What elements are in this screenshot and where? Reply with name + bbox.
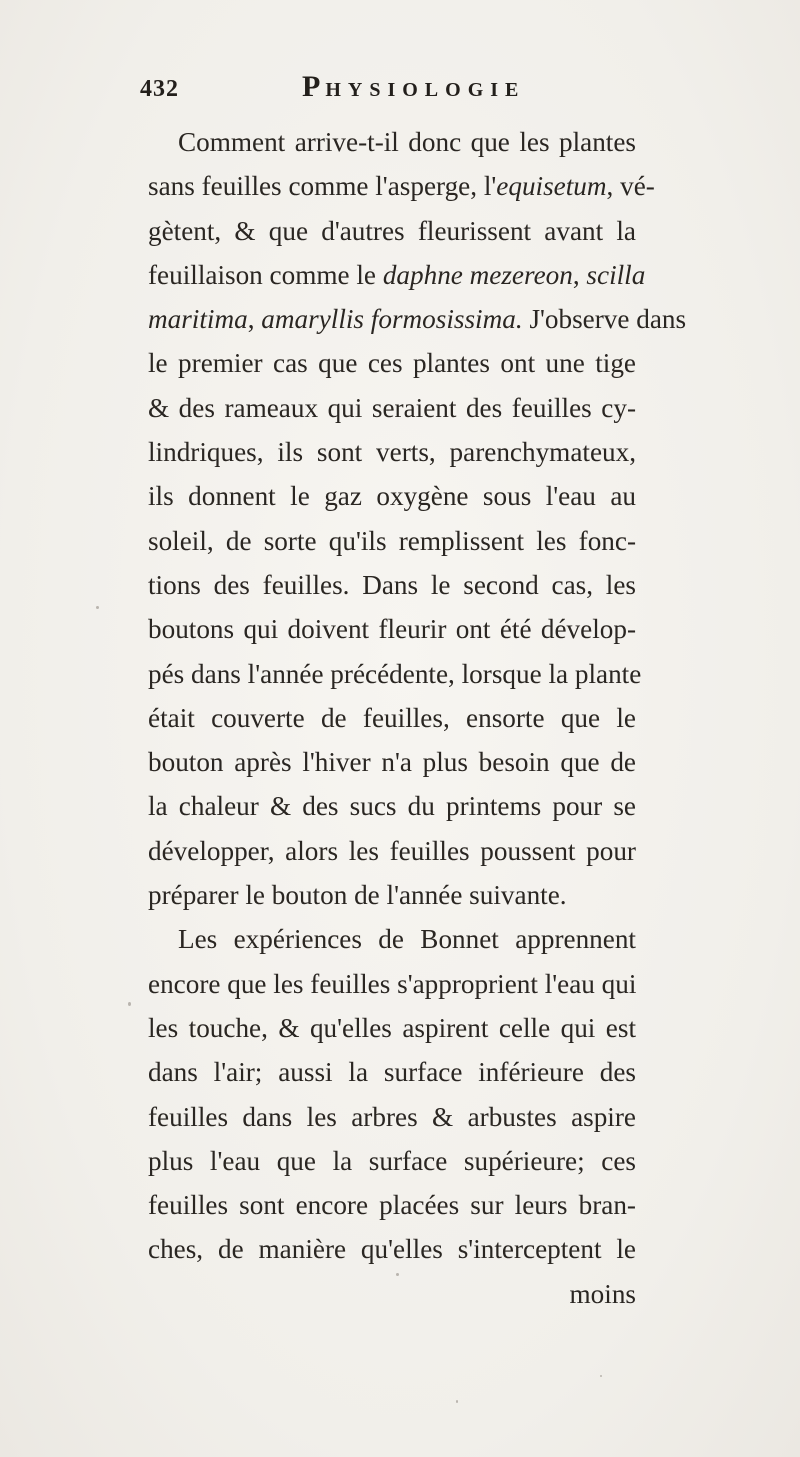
running-head-rest: HYSIOLOGIE bbox=[325, 79, 526, 101]
text-line: soleil, de sorte qu'ils remplissent les fonc- bbox=[148, 525, 636, 556]
text-line: bouton après l'hiver n'a plus besoin que de bbox=[148, 747, 636, 778]
text-line: la chaleur & des sucs du printems pour se bbox=[148, 791, 636, 822]
text-line: feuilles dans les arbres & arbustes aspire bbox=[148, 1101, 636, 1132]
text-line bbox=[148, 297, 687, 341]
text-line: pés dans l'année précédente, lorsque la plante bbox=[148, 658, 642, 689]
text-span: , bbox=[572, 259, 587, 290]
text-span: feuillaison comme le bbox=[148, 259, 383, 290]
text-line: gètent, & que d'autres fleurissent avant la bbox=[148, 215, 636, 246]
text-line bbox=[148, 164, 655, 208]
paper-speck bbox=[128, 1002, 131, 1006]
text-line: était couverte de feuilles, ensorte que le bbox=[148, 702, 636, 733]
text-line: lindriques, ils sont verts, parenchymateux, bbox=[148, 437, 636, 468]
text-line: & des rameaux qui seraient des feuilles cy- bbox=[148, 392, 636, 423]
paper-speck bbox=[600, 1375, 602, 1377]
text-line: Comment arrive-t-il donc que les plantes bbox=[178, 127, 636, 157]
text-span: , bbox=[247, 304, 262, 335]
text-line: Les expériences de Bonnet apprennent bbox=[178, 924, 636, 955]
body-text bbox=[148, 120, 687, 1316]
page-header bbox=[140, 70, 620, 104]
italic-term: maritima bbox=[148, 304, 248, 335]
running-head-initial: P bbox=[302, 70, 326, 103]
text-line: ches, de manière qu'elles s'interceptent le bbox=[148, 1234, 636, 1265]
text-line: ils donnent le gaz oxygène sous l'eau au bbox=[148, 481, 636, 512]
text-line: tions des feuilles. Dans le second cas, les bbox=[148, 569, 636, 600]
paper-speck bbox=[456, 1400, 458, 1403]
text-span: J'observe dans bbox=[522, 304, 687, 335]
running-head bbox=[302, 70, 525, 104]
page-number: 432 bbox=[140, 76, 179, 102]
italic-term: equisetum bbox=[496, 171, 607, 202]
text-line: préparer le bouton de l'année suivante. bbox=[148, 880, 567, 911]
text-line: boutons qui doivent fleurir ont été dévelop- bbox=[148, 614, 636, 645]
text-line: développer, alors les feuilles poussent pour bbox=[148, 835, 636, 866]
text-line: feuilles sont encore placées sur leurs bran- bbox=[148, 1190, 636, 1221]
catchword: moins bbox=[569, 1278, 636, 1309]
italic-term: scilla bbox=[586, 259, 646, 290]
text-line: dans l'air; aussi la surface inférieure des bbox=[148, 1057, 636, 1088]
paper-speck bbox=[396, 1273, 399, 1276]
text-span: sans feuilles comme l'asperge, l' bbox=[148, 171, 497, 202]
text-span: , vé- bbox=[606, 171, 655, 202]
text-line: le premier cas que ces plantes ont une tige bbox=[148, 348, 636, 379]
text-line: les touche, & qu'elles aspirent celle qui est bbox=[148, 1012, 636, 1043]
text-line: encore que les feuilles s'approprient l'eau qui bbox=[148, 968, 637, 999]
italic-term: amaryllis formosissima. bbox=[261, 304, 523, 335]
italic-term: daphne mezereon bbox=[382, 259, 573, 290]
text-line: plus l'eau que la surface supérieure; ces bbox=[148, 1145, 636, 1176]
text-line bbox=[148, 253, 646, 297]
paper-speck bbox=[96, 606, 99, 609]
